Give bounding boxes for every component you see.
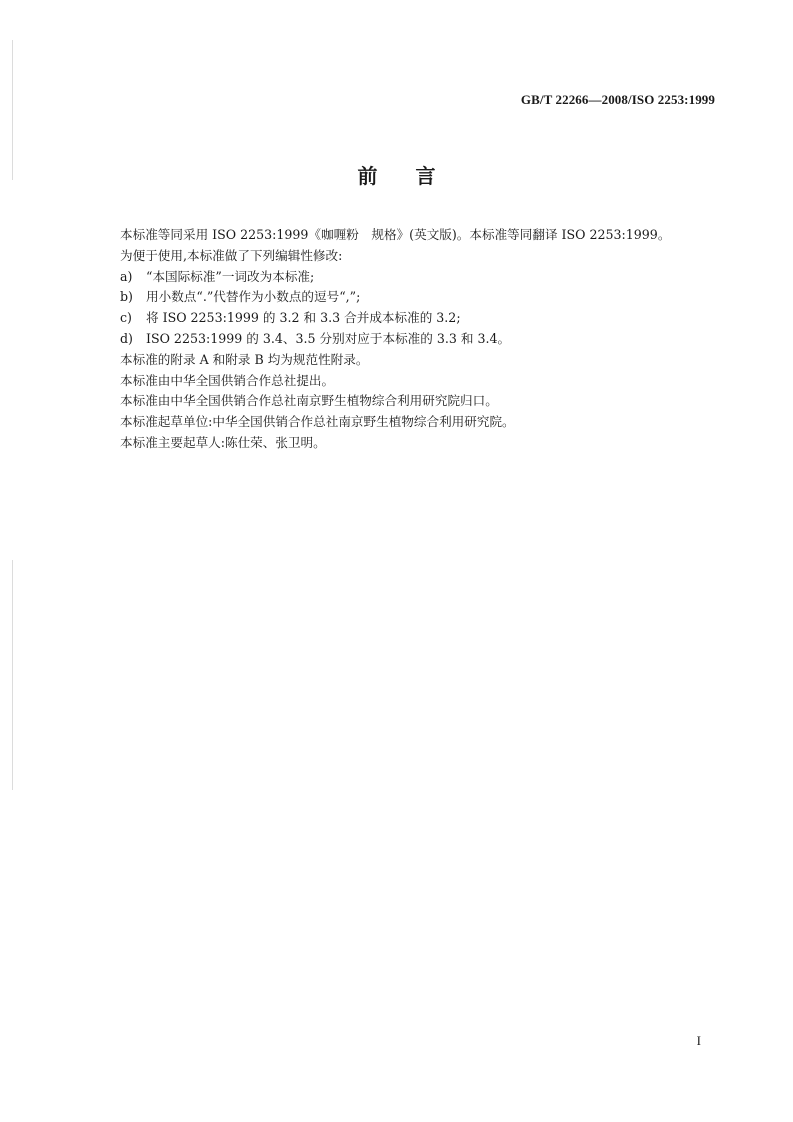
- page-title: 前言: [357, 164, 474, 188]
- scan-margin-mark: [12, 40, 13, 180]
- paragraph-edits-intro: 为便于使用,本标准做了下列编辑性修改:: [120, 247, 343, 263]
- paragraph-appendix: 本标准的附录 A 和附录 B 均为规范性附录。: [120, 351, 369, 367]
- list-item-text: 用小数点“.”代替作为小数点的逗号“,”;: [146, 289, 361, 305]
- paragraph-drafting-unit: 本标准起草单位:中华全国供销合作总社南京野生植物综合利用研究院。: [120, 414, 515, 430]
- list-item: [120, 287, 710, 308]
- paragraph-drafters: 本标准主要起草人:陈仕荣、张卫明。: [120, 434, 326, 450]
- list-item: [120, 308, 710, 329]
- list-item: [120, 267, 710, 288]
- scan-margin-mark: [12, 560, 13, 790]
- list-item-marker: d): [120, 330, 133, 346]
- foreword-body: [120, 225, 710, 454]
- standard-code: GB/T 22266—2008/ISO 2253:1999: [520, 92, 715, 107]
- list-item-text: “本国际标准”一词改为本标准;: [146, 268, 315, 284]
- list-item-text: ISO 2253:1999 的 3.4、3.5 分别对应于本标准的 3.3 和 3.4。: [146, 330, 511, 346]
- list-item-text: 将 ISO 2253:1999 的 3.2 和 3.3 合并成本标准的 3.2;: [146, 310, 461, 326]
- paragraph-centralized-by: 本标准由中华全国供销合作总社南京野生植物综合利用研究院归口。: [120, 393, 498, 409]
- paragraph-proposed-by: 本标准由中华全国供销合作总社提出。: [120, 372, 335, 388]
- paragraph-adoption: 本标准等同采用 ISO 2253:1999《咖喱粉 规格》(英文版)。本标准等同翻译 ISO 2253:1999。: [120, 227, 671, 242]
- page-number: I: [696, 1033, 701, 1048]
- list-item: [120, 329, 710, 350]
- list-item-marker: b): [120, 289, 133, 305]
- list-item-marker: a): [120, 268, 133, 284]
- list-item-marker: c): [120, 310, 132, 326]
